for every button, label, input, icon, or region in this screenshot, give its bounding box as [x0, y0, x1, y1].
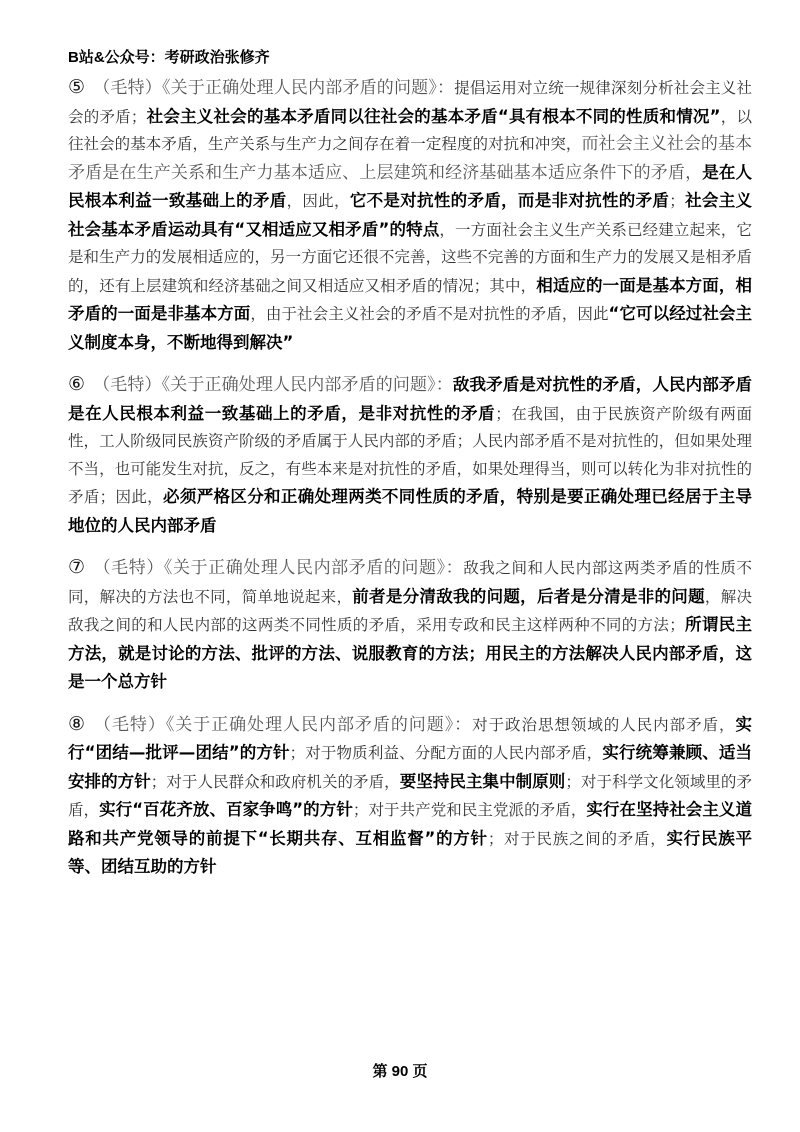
page-number: 第 90 页 [372, 1063, 428, 1080]
emphasis-text: 实行“团结—批评—团结”的方针 [68, 714, 752, 762]
emphasis-text: 社会主义社会基本矛盾运动具有“又相适应又相矛盾”的特点 [68, 191, 753, 239]
body-text: ，由于社会主义社会的矛盾不是对抗性的矛盾，因此 [250, 305, 609, 323]
body-text: ；对于民族之间的矛盾， [487, 829, 667, 848]
body-text: ；对于共产党和民主党派的矛盾， [352, 801, 587, 819]
body-text: ，解决敌我之间的和人民内部的这两类不同性质的矛盾，采用专政和民主这样两种不同的方法； [68, 587, 752, 634]
emphasis-text: 它不是对抗性的矛盾，而是非对抗性的矛盾 [349, 191, 670, 210]
paragraph-item [68, 74, 752, 357]
emphasis-text: 社会主义社会的基本矛盾同以往社会的基本矛盾“具有根本不同的性质和情况” [146, 106, 721, 126]
emphasis-text: 实行在坚持社会主义道路和共产党领导的前提下“长期共存、互相监督”的方针 [68, 800, 752, 848]
emphasis-text: 是在人民根本利益一致基础上的矛盾 [68, 162, 753, 210]
emphasis-text: 实行统筹兼顾、适当安排的方针 [68, 743, 752, 791]
emphasis-text: “它可以经过社会主义制度本身，不断地得到解决” [68, 304, 752, 352]
paragraph-item [68, 554, 752, 697]
paragraph-item [68, 371, 752, 540]
body-text: ；对于科学文化领域里的矛盾， [68, 772, 752, 819]
emphasis-text: 实行民族平等、团结互助的方针 [68, 828, 752, 876]
content-body [68, 74, 752, 896]
source-citation: （毛特）《关于正确处理人民内部矛盾的问题》： [93, 78, 455, 98]
emphasis-text: 所谓民主方法，就是讨论的方法、批评的方法、说服教育的方法；用民主的方法解决人民内部矛盾，这是一个总方针 [68, 615, 752, 691]
body-text: 敌我之间和人民内部这两类矛盾的性质不同，解决的方法也不同，简单地说起来， [68, 559, 752, 606]
body-text: 提倡运用对立统一规律深刻分析社会主义社会的矛盾； [68, 79, 752, 126]
emphasis-text: 相适应的一面是基本方面，相矛盾的一面是非基本方面 [68, 275, 753, 323]
item-number: ⑤ [68, 76, 86, 98]
emphasis-text: 敌我矛盾是对抗性的矛盾，人民内部矛盾是在人民根本利益一致基础上的矛盾，是非对抗性的矛盾 [68, 375, 753, 423]
emphasis-text: 要坚持民主集中制原则 [399, 771, 566, 791]
item-number: ⑧ [68, 712, 86, 735]
source-citation: （毛特）《关于正确处理人民内部矛盾的问题》： [94, 714, 473, 735]
source-citation: 而社会主义社会的基本矛盾是在生产关系和生产力基本适应、上层建筑和经济基础基本适应条件下的矛盾， [68, 134, 753, 183]
item-number: ⑥ [68, 373, 86, 395]
source-citation: （毛特）《关于正确处理人民内部矛盾的问题》： [93, 375, 453, 395]
body-text: ，一方面社会主义生产关系已经建立起来，它是和生产力的发展相适应的，另一方面它还很不完善，这些不完善的方面和生产力的发展又是相矛盾的，还有上层建筑和经济基础之间又相适应又相矛盾的情况；其中， [68, 220, 752, 295]
paragraph-item [68, 711, 752, 882]
body-text: ；在我国，由于民族资产阶级有两面性，工人阶级同民族资产阶级的矛盾属于人民内部的矛盾；人民内部矛盾不是对抗性的，但如果处理不当，也可能发生对抗，反之，有些本来是对抗性的矛盾，如果处理得当，则可以转化为非对抗性的矛盾；因此， [68, 404, 752, 506]
body-text: ；对于人民群众和政府机关的矛盾， [150, 772, 400, 791]
body-text: ；对于物质利益、分配方面的人民内部矛盾， [289, 744, 603, 762]
emphasis-text: 必须严格区分和正确处理两类不同性质的矛盾，特别是要正确处理已经居于主导地位的人民内部矛盾 [68, 487, 752, 535]
emphasis-text: 前者是分清敌我的问题，后者是分清是非的问题 [352, 586, 705, 606]
body-text: ，因此， [286, 192, 350, 210]
emphasis-text: 实行“百花齐放、百家争鸣”的方针 [99, 800, 353, 819]
body-text: ； [669, 192, 685, 210]
item-number: ⑦ [68, 556, 86, 578]
body-text: 对于政治思想领域的人民内部矛盾， [472, 715, 736, 734]
body-text: ，以往社会的基本矛盾，生产关系与生产力之间存在着一定程度的对抗和冲突， [68, 107, 752, 153]
source-citation: （毛特）《关于正确处理人民内部矛盾的问题》： [93, 558, 464, 578]
page-header: B站&公众号：考研政治张修齐 [68, 49, 270, 66]
